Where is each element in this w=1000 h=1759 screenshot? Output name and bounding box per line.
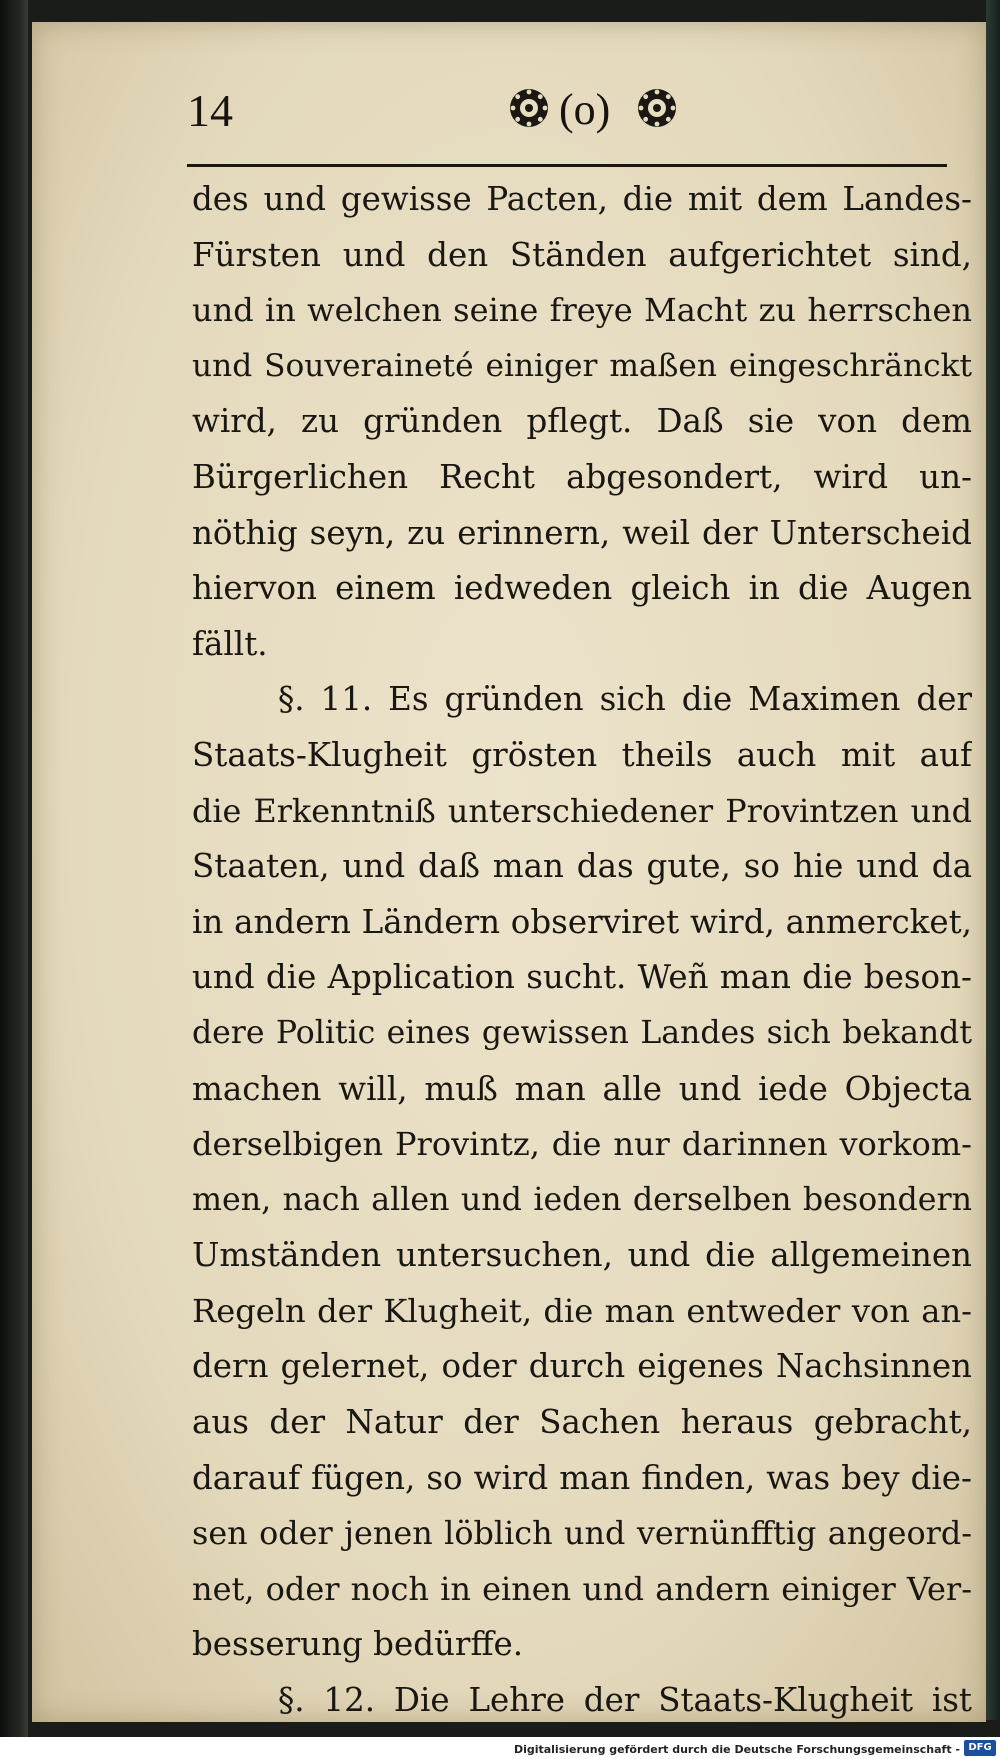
- floral-fleuron-icon: [507, 86, 551, 130]
- text-line: dern gelernet, oder durch eigenes Nachsinnen: [192, 1347, 972, 1386]
- text-line: derselbigen Provintz, die nur darinnen vorkom-: [192, 1125, 972, 1164]
- text-line: Umständen untersuchen, und die allgemeinen: [192, 1236, 972, 1275]
- funding-credit: Digitalisierung gefördert durch die Deutsche Forschungsgemeinschaft -: [513, 1743, 960, 1756]
- text-line: Bürgerlichen Recht abgesondert, wird un-: [192, 457, 972, 496]
- text-line: aus der Natur der Sachen heraus gebracht,: [192, 1403, 972, 1442]
- text-line: nöthig seyn, zu erinnern, weil der Unterscheid: [192, 513, 972, 552]
- page-header: [187, 84, 947, 164]
- book-cover-edge: [986, 0, 1000, 1720]
- floral-fleuron-icon: [635, 86, 679, 130]
- digitization-footer: [0, 1737, 1000, 1759]
- text-line: besserung bedürffe.: [192, 1625, 524, 1664]
- text-line: und Souveraineté einiger maßen eingeschränckt: [192, 347, 972, 384]
- text-line: darauf fügen, so wird man finden, was bey die-: [192, 1458, 972, 1497]
- text-line: Staaten, und daß man das gute, so hie und da: [192, 847, 972, 886]
- text-line: fällt.: [192, 624, 268, 663]
- text-line: die Erkenntniß unterschiedener Provintzen und: [192, 791, 972, 830]
- page-number: 14: [187, 85, 233, 136]
- text-line: des und gewisse Pacten, die mit dem Landes-: [192, 180, 972, 218]
- text-line: in andern Ländern observiret wird, anmercket,: [192, 902, 972, 941]
- dfg-logo: DFG: [964, 1740, 996, 1756]
- section-11-heading-line: §. 11. Es gründen sich die Maximen der: [278, 680, 972, 719]
- text-line: dere Politic eines gewissen Landes sich bekandt: [192, 1014, 972, 1051]
- section-12-heading-line: §. 12. Die Lehre der Staats-Klugheit ist: [278, 1681, 972, 1720]
- text-line: machen will, muß man alle und iede Objecta: [192, 1069, 972, 1108]
- text-line: net, oder noch in einen und andern einiger Ver-: [192, 1569, 972, 1608]
- text-line: hiervon einem iedweden gleich in die Augen: [192, 569, 972, 608]
- book-page: [32, 22, 986, 1722]
- text-line: men, nach allen und ieden derselben besondern: [192, 1181, 972, 1218]
- body-text: [192, 172, 972, 1759]
- text-line: wird, zu gründen pflegt. Daß sie von dem: [192, 402, 972, 441]
- text-line: sen oder jenen löblich und vernünfftig angeord-: [192, 1514, 972, 1553]
- text-line: und die Application sucht. Weñ man die beson-: [192, 958, 972, 997]
- book-binding-edge: [0, 0, 28, 1759]
- text-line: Staats-Klugheit grösten theils auch mit auf: [192, 735, 972, 774]
- text-line: Fürsten und den Ständen aufgerichtet sind,: [192, 235, 972, 274]
- text-line: und in welchen seine freye Macht zu herrschen: [192, 291, 972, 330]
- text-line: Regeln der Klugheit, die man entweder von an-: [192, 1291, 972, 1330]
- signature-mark: (o): [559, 85, 611, 134]
- header-rule: [187, 164, 947, 167]
